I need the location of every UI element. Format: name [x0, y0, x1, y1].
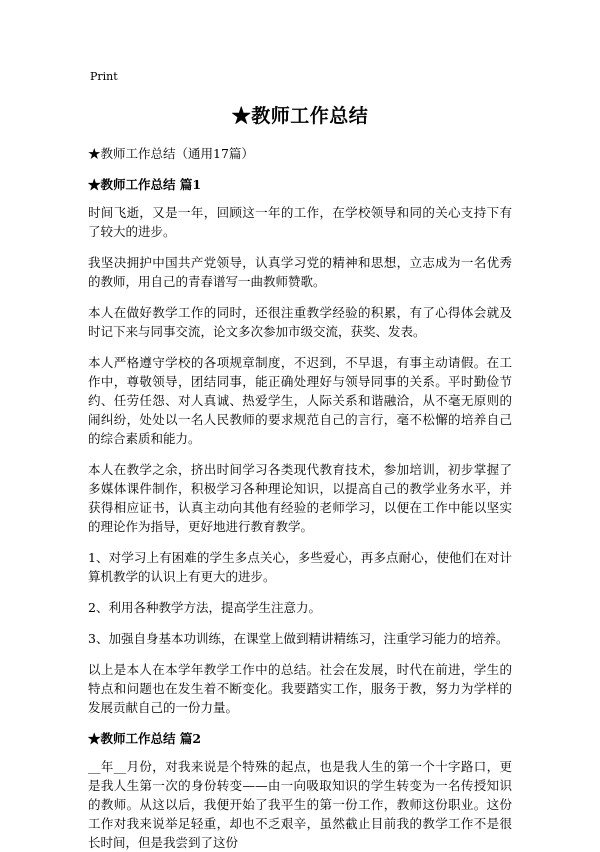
section-1-paragraph: 以上是本人在本学年教学工作中的总结。社会在发展，时代在前进，学生的特点和问题也在发生着不断变化。我要踏实工作，服务于教，努力为学样的发展贡献自己的一份力量。: [88, 662, 512, 715]
section-1-paragraph: 时间飞逝，又是一年，回顾这一年的工作，在学校领导和同的关心支持下有了较大的进步。: [88, 205, 512, 239]
print-link[interactable]: Print: [90, 70, 118, 83]
section-1-paragraph: 我坚决拥护中国共产党领导，认真学习党的精神和思想，立志成为一名优秀的教师，用自己的青春谱写一曲教师赞歌。: [88, 255, 512, 289]
section-1-list-item: 2、利用各种教学方法，提高学生注意力。: [88, 600, 321, 615]
section-1-heading: ★教师工作总结 篇1: [88, 177, 202, 192]
section-1-paragraph: 本人在做好教学工作的同时，还很注重教学经验的积累，有了心得体会就及时记下来与同事交流，论文多次参加市级交流，获奖、发表。: [88, 305, 512, 339]
document-title: ★教师工作总结: [231, 105, 369, 127]
section-1-list-item: 1、对学习上有困难的学生多点关心，多些爱心，再多点耐心，使他们在对计算机教学的认识上有更大的进步。: [88, 550, 512, 584]
section-1-list-item: 3、加强自身基本功训练，在课堂上做到精讲精练习，注重学习能力的培养。: [88, 631, 509, 646]
section-2-heading: ★教师工作总结 篇2: [88, 731, 202, 746]
section-2-paragraph: __年__月份，对我来说是个特殊的起点，也是我人生的第一个十字路口，更是我人生第一次的身份转变——由一向吸取知识的学生转变为一名传授知识的教师。从这以后，我便开始了我平生的第一份工作，教师这份职业。这份工作对我来说举足轻重，却也不乏艰辛，虽然截止目前我的教学工作不是很长时间，但是我尝到了这份: [88, 759, 512, 850]
section-1-paragraph: 本人在教学之余，挤出时间学习各类现代教育技术，参加培训，初步掌握了多媒体课件制作，积极学习各种理论知识，以提高自己的教学业务水平，并获得相应证书，认真主动向其他有经验的老师学习，以便在工作中能以坚实的理论作为指导，更好地进行教育教学。: [88, 462, 512, 534]
section-1-paragraph: 本人严格遵守学校的各项规章制度，不迟到，不早退，有事主动请假。在工作中，尊敬领导，团结同事，能正确处理好与领导同事的关系。平时勤俭节约、任劳任怨、对人真诚、热爱学生，人际关系和谐融洽，从不毫无原则的闹纠纷，处处以一名人民教师的要求规范自己的言行，毫不松懈的培养自己的综合素质和能力。: [88, 355, 512, 446]
document-subtitle: ★教师工作总结（通用17篇）: [88, 146, 254, 161]
